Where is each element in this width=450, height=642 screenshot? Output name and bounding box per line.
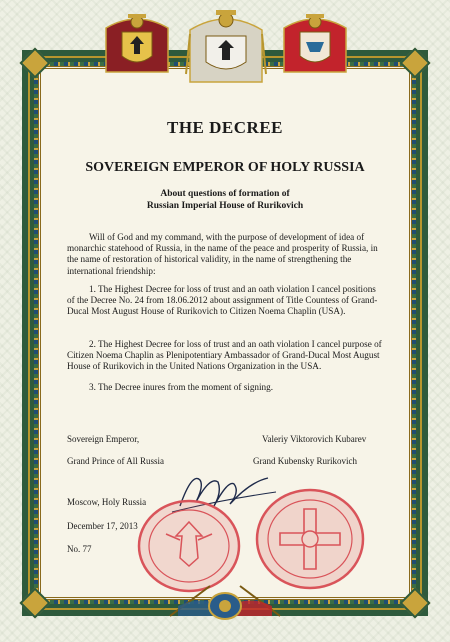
signatory-title-2: Grand Prince of All Russia: [67, 456, 164, 466]
signatory-title-1: Sovereign Emperor,: [67, 434, 140, 444]
clause-3: [67, 382, 385, 393]
date: December 17, 2013: [67, 521, 138, 531]
subject-line-2: Russian Imperial House of Rurikovich: [146, 201, 304, 211]
place: Moscow, Holy Russia: [67, 497, 147, 507]
signatory-name-1: Valeriy Viktorovich Kubarev: [262, 434, 367, 444]
subject-heading: [50, 188, 400, 212]
preamble-text: Will of God and my command, with the purpose of development of idea of monarchic statehood of Russia, in the name of the peace and prosperity of Russia, in the name of restoration of historical validity, in the name of strengthening the international friendship:: [67, 232, 378, 276]
document-title: THE DECREE: [167, 118, 283, 137]
bottom-emblem: [160, 576, 290, 622]
coat-of-arms-center: [184, 4, 268, 86]
clause-2-text: 2. The Highest Decree for loss of trust and an oath violation I cancel purpose of Citizen Noema Chaplin as Plenipotentiary Ambassador of Grand-Ducal Most August House of Rurikovich in the United Nations Organization in the USA.: [67, 339, 382, 372]
subject-line-1: About questions of formation of: [160, 189, 290, 199]
coat-of-arms-left: [98, 8, 176, 78]
document-subtitle: SOVEREIGN EMPEROR OF HOLY RUSSIA: [85, 160, 365, 175]
decree-number: No. 77: [67, 544, 92, 554]
signatory-name-2: Grand Kubensky Rurikovich: [253, 456, 357, 466]
coat-of-arms-right: [276, 8, 354, 78]
preamble-paragraph: [67, 232, 385, 277]
clause-3-text: 3. The Decree inures from the moment of signing.: [89, 382, 274, 392]
clause-1: [67, 284, 385, 318]
clause-1-text: 1. The Highest Decree for loss of trust and an oath violation I cancel positions of the Decree No. 24 from 18.06.2012 about assignment of Title Countess of Grand-Ducal Most August House of Rurikovich to Citizen Noema Chaplin (USA).: [67, 284, 378, 317]
clause-2: [67, 339, 385, 373]
